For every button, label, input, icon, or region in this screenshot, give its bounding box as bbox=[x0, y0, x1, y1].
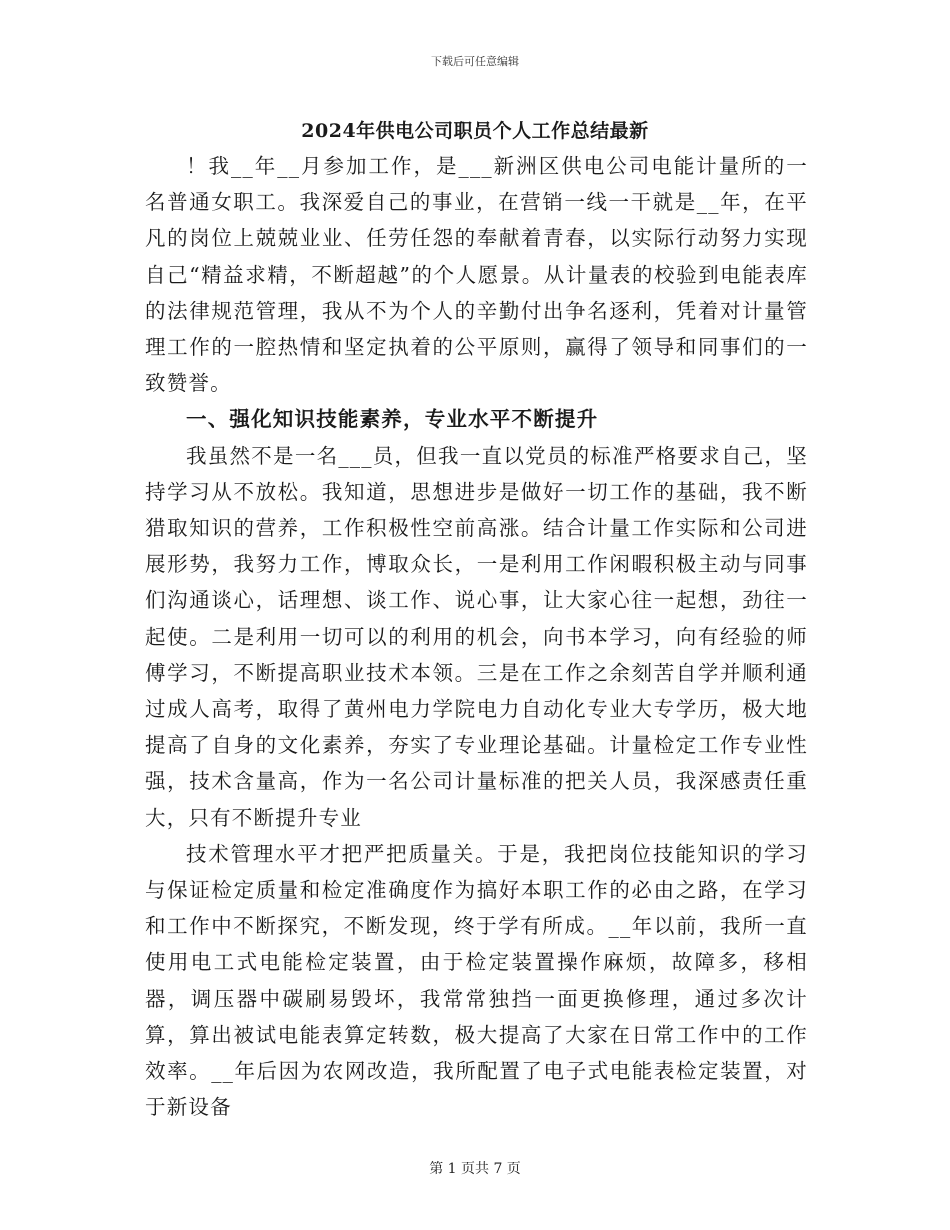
paragraph-intro: ！我__年__月参加工作，是___新洲区供电公司电能计量所的一名普通女职工。我深爱自己的事业，在营销一线一干就是__年，在平凡的岗位上兢兢业业、任劳任怨的奉献着青春，以实际行动努力实现自己“精益求精，不断超越”的个人愿景。从计量表的校验到电能表库的法律规范管理，我从不为个人的辛勤付出争名逐利，凭着对计量管理工作的一腔热情和坚定执着的公平原则，赢得了领导和同事们的一致赞誉。 bbox=[145, 154, 808, 396]
paragraph-technical: 技术管理水平才把严把质量关。于是，我把岗位技能知识的学习与保证检定质量和检定准确度作为搞好本职工作的必由之路，在学习和工作中不断探究，不断发现，终于学有所成。__年以前，我所一直使用电工式电能检定装置，由于检定装置操作麻烦，故障多，移相器，调压器中碳刷易毁坏，我常常独挡一面更换修理，通过多次计算，算出被试电能表算定转数，极大提高了大家在日常工作中的工作效率。__年后因为农网改造，我所配置了电子式电能表检定装置，对于新设备 bbox=[145, 841, 808, 1120]
paragraph-study: 我虽然不是一名___员，但我一直以党员的标准严格要求自己，坚持学习从不放松。我知道，思想进步是做好一切工作的基础，我不断猎取知识的营养，工作积极性空前高涨。结合计量工作实际和公司进展形势，我努力工作，博取众长，一是利用工作闲暇积极主动与同事们沟通谈心，话理想、谈工作、说心事，让大家心往一起想，劲往一起使。二是利用一切可以的利用的机会，向书本学习，向有经验的师傅学习，不断提高职业技术本领。三是在工作之余刻苦自学并顺利通过成人高考，取得了黄州电力学院电力自动化专业大专学历，极大地提高了自身的文化素养，夯实了专业理论基础。计量检定工作专业性强，技术含量高，作为一名公司计量标准的把关人员，我深感责任重大，只有不断提升专业 bbox=[145, 443, 808, 830]
page-header-note: 下载后可任意编辑 bbox=[431, 55, 519, 68]
section-heading: 一、强化知识技能素养，专业水平不断提升 bbox=[186, 407, 599, 432]
document-title: 2024年供电公司职员个人工作总结最新 bbox=[301, 120, 649, 142]
document-body bbox=[145, 148, 808, 1125]
page-number: 第 1 页共 7 页 bbox=[429, 1161, 521, 1177]
